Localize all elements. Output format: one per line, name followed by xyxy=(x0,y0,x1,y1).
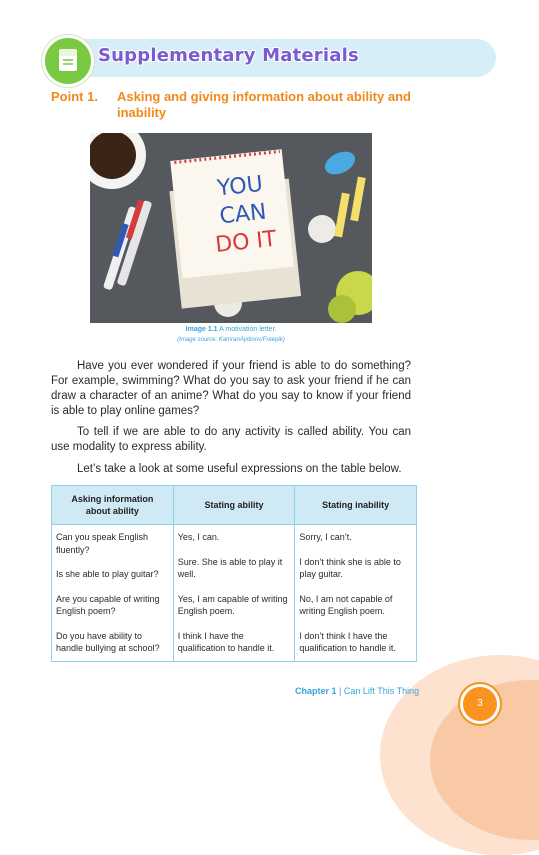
header-stating-inability: Stating inability xyxy=(295,486,417,525)
motivation-photo xyxy=(90,133,372,323)
paragraph-intro: Have you ever wondered if your friend is able to do something? For example, swimming? What do you say to ask your friend if he can draw a character of an anime? What do you say to know if your friend is able to play online games? xyxy=(51,360,411,417)
expression: Is she able to play guitar? xyxy=(56,569,159,579)
paragraph-table-intro: Let’s take a look at some useful expressions on the table below. xyxy=(77,463,402,475)
notebook-icon xyxy=(42,35,94,87)
caption-label: Image 1.1 xyxy=(185,326,218,333)
expression: I think I have the qualification to handle it. xyxy=(177,630,275,653)
expression: Can you speak English fluently? xyxy=(56,532,149,555)
expression: Do you have ability to handle bullying at school? xyxy=(56,630,160,653)
page-number: 3 xyxy=(460,684,500,724)
expression: Sure. She is able to play it well. xyxy=(177,556,283,579)
cell-stating-inability xyxy=(295,525,417,662)
expression: Are you capable of writing English poem? xyxy=(56,593,160,616)
header-asking: Asking information about ability xyxy=(52,486,174,525)
table-row xyxy=(52,525,417,662)
chapter-number: Chapter 1 xyxy=(295,686,337,696)
expression: Sorry, I can’t. xyxy=(299,532,352,542)
header-stating-ability: Stating ability xyxy=(173,486,295,525)
expression: I don’t think I have the qualification to handle it. xyxy=(299,630,396,653)
point-title: Asking and giving information about ability and inability xyxy=(117,89,411,120)
cell-stating-ability xyxy=(173,525,295,662)
caption-source: (Image source: KamranAydinov/Freepik) xyxy=(177,337,285,343)
note-text: YOU CAN DO IT xyxy=(214,171,278,258)
expressions-table xyxy=(51,485,417,662)
caption-text: A motivation letter. xyxy=(219,326,277,333)
footer-separator: | xyxy=(339,686,342,696)
chapter-title: Can Lift This Thing xyxy=(343,686,420,696)
image-caption xyxy=(90,325,372,345)
expression: Yes, I can. xyxy=(177,532,220,542)
expression: Yes, I am capable of writing English poem. xyxy=(177,593,288,616)
point-number: Point 1. xyxy=(51,89,98,104)
expression: I don’t think she is able to play guitar. xyxy=(299,556,401,579)
running-footer xyxy=(295,686,419,696)
table-header-row xyxy=(52,486,417,525)
cell-asking xyxy=(52,525,174,662)
section-title: Supplementary Materials xyxy=(98,45,359,66)
expression: No, I am not capable of writing English poem. xyxy=(299,593,393,616)
paragraph-definition: To tell if we are able to do any activity is called ability. You can use modality to express ability. xyxy=(51,426,411,453)
